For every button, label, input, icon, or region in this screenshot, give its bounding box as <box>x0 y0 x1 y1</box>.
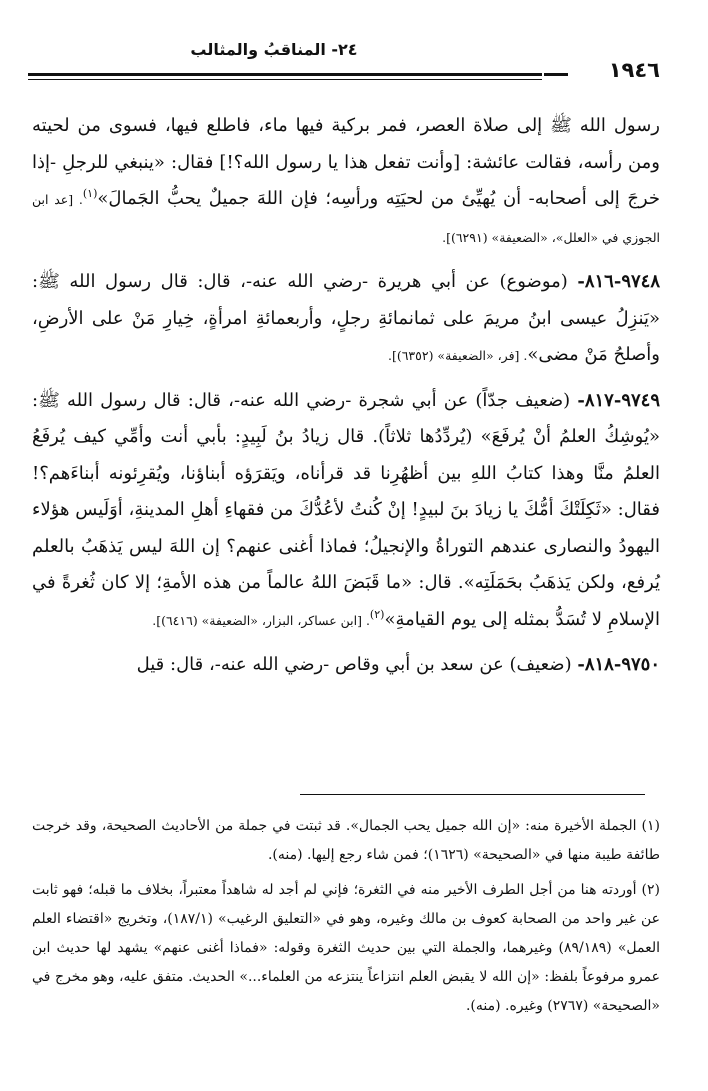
hadith-text: عن أبي هريرة -رضي الله عنه-، قال: قال رسول الله ﷺ: «يَنزِلُ عيسى ابنُ مريمَ على ثمانمائةِ رجلٍ، وأربعمائةِ امرأةٍ، خِيارِ مَنْ على الأرضِ، وأصلحُ مَنْ مضى» <box>32 271 660 365</box>
running-title: ٢٤- المناقبُ والمثالب <box>190 40 358 59</box>
footnote-1: (١) الجملة الأخيرة منه: «إن الله جميل يحب الجمال». قد ثبتت في جملة من الأحاديث الصحيحة، وقد خرجت طائفة طيبة منها في «الصحيحة» (١٦٢٦)؛ فمن شاء رجع إليها. (منه). <box>32 818 660 863</box>
source-reference: . [ابن عساكر، البزار، «الضعيفة» (٦٤١٦)]. <box>152 612 370 628</box>
source-reference: . [عد ابن الجوزي في «العلل»، «الضعيفة» (٦٢٩١)]. <box>32 192 660 245</box>
hadith-entry-9750 <box>32 647 660 684</box>
grade-label: (ضعيف جدّاً) <box>475 389 571 411</box>
footnote-separator <box>300 794 645 795</box>
header-rule-thin <box>28 79 542 80</box>
footnote-marker: (١) <box>82 187 98 200</box>
page-number: ١٩٤٦ <box>608 58 660 82</box>
hadith-entry-9749 <box>32 383 660 640</box>
hadith-text: عن سعد بن أبي وقاص -رضي الله عنه-، قال: قيل <box>136 654 510 675</box>
hadith-entry-9748 <box>32 264 660 375</box>
source-reference: . [فر، «الضعيفة» (٦٣٥٢)]. <box>387 348 528 363</box>
header-rule <box>28 73 542 76</box>
page-header <box>28 40 660 84</box>
grade-label: (موضوع) <box>499 271 568 292</box>
hadith-text: عن أبي شجرة -رضي الله عنه-، قال: قال رسول الله ﷺ: «يُوشِكُ العلمُ أنْ يُرفَعَ» (يُردِّدُها ثلاثاً). قال زيادُ بنُ لَبِيدٍ: بأبي أنت وأمِّي كيف يُرفَعُ العلمُ منَّا وهذا كتابُ اللهِ بين أظهُرِنا قد قرأناه، ويَقرَؤه أبناؤنا، ويُقرِئونه أبناءَهم؟! فقال: «ثَكِلَتْكَ أمُّكَ يا زيادَ بنَ لبيدٍ! إنْ كُنتُ لأعُدُّكَ من فقهاءِ أهلِ المدينةِ، أوَلَيس هؤلاء اليهودُ والنصارى عندهم التوراةُ والإنجيلُ؛ فماذا أغنى عنهم؟ إن اللهَ ليس يَذهَبُ بالعلم يُرفع، ولكن يَذهَبُ بحَمَلَتِه». قال: «ما قَبَضَ اللهُ عالماً من هذه الأمةِ؛ إلا كان ثُغرةً في الإسلامِ لا تُسَدُّ بمثله إلى يوم القيامةِ» <box>32 389 660 630</box>
header-rule-short <box>544 73 568 76</box>
entry-number: ٩٧٤٨-٨١٦- <box>577 271 660 292</box>
grade-label: (ضعيف) <box>509 654 572 675</box>
footnotes <box>32 812 660 1027</box>
hadith-continuation <box>32 108 660 256</box>
hadith-text: رسول الله ﷺ إلى صلاة العصر، فمر بركية فيها ماء، فاطلع فيها، فسوى من لحيته ومن رأسه، فقالت عائشة: [وأنت تفعل هذا يا رسول الله؟!] فقال: «ينبغي للرجلِ -إذا خرجَ إلى أصحابه- أن يُهيِّئ من لحيَتِه ورأسِه؛ فإن اللهَ جميلٌ يحبُّ الجَمالَ» <box>32 115 660 209</box>
footnote-2: (٢) أوردته هنا من أجل الطرف الأخير منه في الثغرة؛ فإني لم أجد له شاهداً معتبراً، بخلاف ما قبله؛ فهو ثابت عن غير واحد من الصحابة كعوف بن مالك وغيره، وهو في «التعليق الرغيب» (١٨٧/١)، وتخريج «اقتضاء العلم العمل» (٨٩/١٨٩) وغيرهما، والجملة التي بين حديث الثغرة وقوله: «فماذا أغنى عنهم» يشهد لها حديث ابن عمرو مرفوعاً بلفظ: «إن الله لا يقبض العلم انتزاعاً ينتزعه من العلماء...» الحديث. متفق عليه، وهو مخرج في «الصحيحة» (٢٧٦٧) وغيره. (منه). <box>32 882 660 1014</box>
entry-number: ٩٧٤٩-٨١٧- <box>577 389 661 411</box>
entry-number: ٩٧٥٠-٨١٨- <box>577 654 660 675</box>
footnote-marker: (٢) <box>369 607 385 621</box>
main-text <box>32 108 660 692</box>
